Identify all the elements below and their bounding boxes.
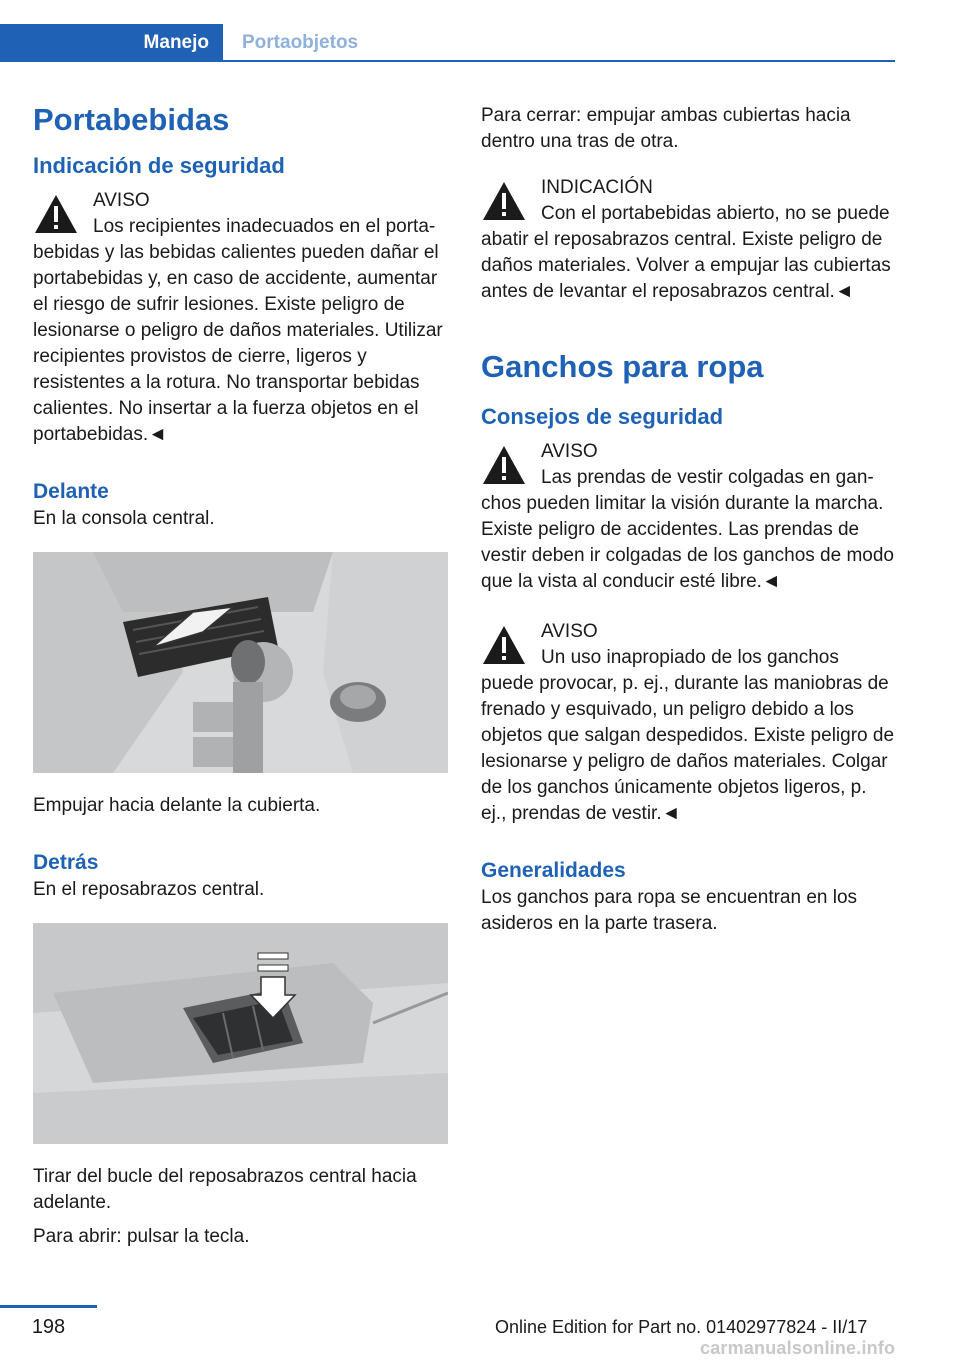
close-text: Para cerrar: empujar ambas cubiertas hacia dentro una tras de otra. [481, 105, 851, 152]
hooks-safety-heading: Consejos de seguridad [481, 404, 724, 429]
warning-box-2 [481, 439, 896, 595]
general-heading: Generalidades [481, 859, 626, 882]
warning-triangle-icon [481, 443, 527, 487]
footer-rule [0, 1305, 97, 1308]
section-title-portabebidas: Portabebidas [33, 102, 230, 137]
safety-heading: Indicación de seguridad [33, 153, 285, 178]
front-cupholder-photo [33, 552, 448, 773]
front-heading: Delante [33, 480, 109, 503]
tab-manejo[interactable]: Manejo [0, 24, 223, 62]
warning-text: Los recipientes inadecuados en el portabebidas y las bebidas calientes pueden dañar el portabebidas y, en caso de accidente, aumentar el riesgo de sufrir lesiones. Existe peligro de lesionarse o peligro de daños materiales. Utilizar recipientes provistos de cierre, ligeros y resistentes a la rotura. No transportar bebidas calientes. No insertar a la fuerza objetos en el portabebidas.◄ [33, 216, 443, 445]
warning-label: AVISO [93, 190, 150, 211]
page-header [0, 24, 895, 62]
left-column [33, 100, 448, 1250]
tab-portaobjetos[interactable]: Portaobjetos [242, 32, 359, 53]
section-title-ganchos: Ganchos para ropa [481, 349, 764, 384]
page-number: 198 [31, 1316, 66, 1338]
warning-triangle-icon [33, 192, 79, 236]
note-label: INDICACIÓN [541, 177, 653, 198]
note-box [481, 175, 896, 305]
note-text: Con el portabebidas abierto, no se puede abatir el reposabrazos central. Existe peligro de daños materiales. Volver a empujar las cubiertas antes de levantar el reposabrazos central.◄ [481, 203, 891, 302]
header-rule [0, 60, 895, 62]
warning-triangle-icon [481, 179, 527, 223]
rear-caption: Tirar del bucle del reposabrazos central hacia adelante. [33, 1166, 417, 1213]
warning-text: Las prendas de vestir colgadas en ganchos pueden limitar la visión durante la marcha. Existe peligro de accidentes. Las prendas de vestir deben ir colgadas de los ganchos de modo que la vista al conducir esté libre.◄ [481, 467, 894, 592]
warning-box-1 [33, 188, 448, 448]
rear-armrest-photo [33, 923, 448, 1144]
rear-text: En el reposabrazos central. [33, 879, 265, 900]
open-text: Para abrir: pulsar la tecla. [33, 1226, 250, 1247]
watermark: carmanualsonline.info [700, 1338, 896, 1358]
front-caption: Empujar hacia delante la cubierta. [33, 795, 321, 816]
warning-box-3 [481, 619, 896, 827]
front-text: En la consola central. [33, 508, 215, 529]
warning-text: Un uso inapropiado de los ganchos puede provocar, p. ej., durante las maniobras de frenado y esquivado, un peligro debido a los objetos que salgan despedidos. Existe peligro de lesionarse y peligro de daños materiales. Colgar de los ganchos únicamente objetos ligeros, p. ej., prendas de vestir.◄ [481, 647, 895, 824]
general-text: Los ganchos para ropa se encuentran en los asideros en la parte trasera. [481, 887, 858, 934]
warning-triangle-icon [481, 623, 527, 667]
right-column [481, 103, 896, 937]
warning-label: AVISO [541, 441, 598, 462]
edition-text: Online Edition for Part no. 01402977824 - II/17 [495, 1317, 868, 1337]
rear-heading: Detrás [33, 851, 99, 874]
warning-label: AVISO [541, 621, 598, 642]
